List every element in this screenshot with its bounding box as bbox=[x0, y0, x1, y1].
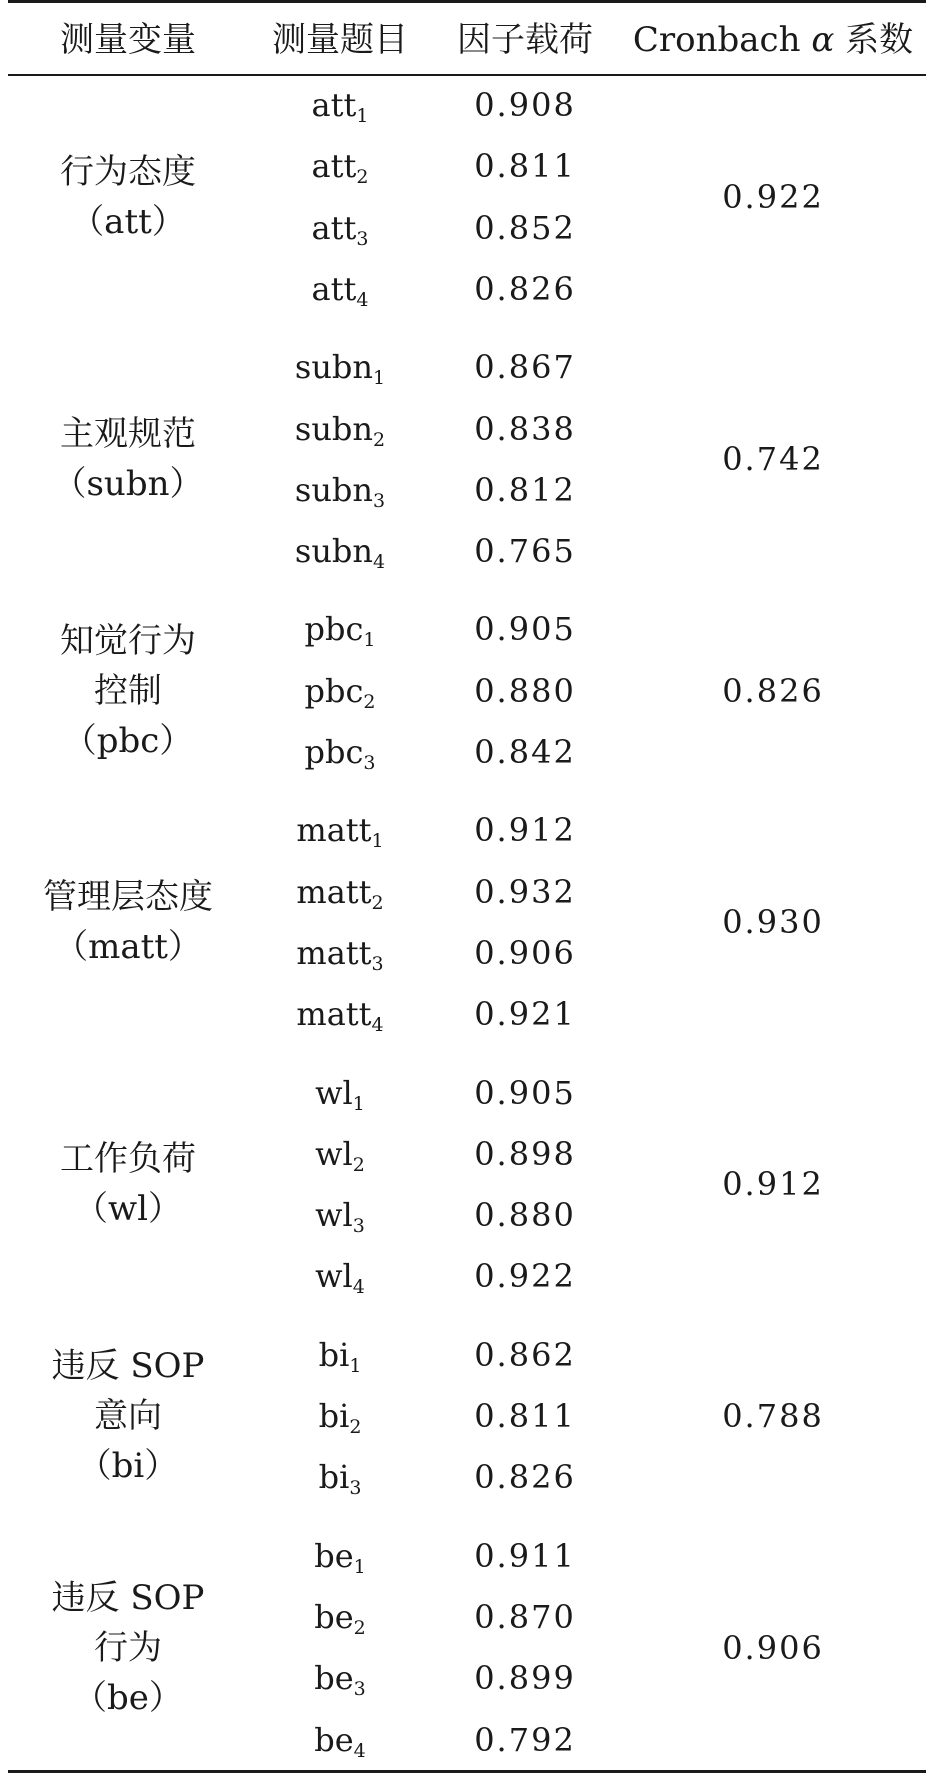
measure-item bbox=[250, 1191, 430, 1239]
measure-item bbox=[250, 990, 430, 1038]
factor-loading-value: 0.898 bbox=[474, 1134, 576, 1173]
factor-loading-value: 0.899 bbox=[474, 1659, 576, 1698]
measure-item bbox=[250, 1716, 430, 1764]
item-code: bi bbox=[318, 1397, 350, 1435]
factor-loading-value: 0.765 bbox=[474, 532, 576, 571]
factor-loading-value: 0.908 bbox=[474, 86, 576, 124]
measure-item bbox=[250, 265, 430, 313]
measure-item bbox=[250, 667, 430, 715]
table-header-rule bbox=[8, 74, 926, 76]
measure-item bbox=[250, 142, 430, 190]
table-bottom-rule bbox=[8, 1770, 926, 1773]
item-subscript: 1 bbox=[363, 629, 376, 652]
variable-name-line: （be） bbox=[73, 1677, 183, 1718]
measured-variable-name bbox=[8, 147, 248, 247]
item-code: att bbox=[311, 208, 357, 247]
cronbach-alpha-value: 0.788 bbox=[722, 1397, 824, 1435]
variable-name-line: 意向 bbox=[94, 1396, 162, 1436]
factor-loading-value: 0.932 bbox=[474, 872, 576, 911]
item-subscript: 4 bbox=[371, 1014, 384, 1037]
factor-loading-value: 0.905 bbox=[474, 1073, 576, 1112]
measured-variable-name bbox=[8, 872, 248, 972]
item-code: matt bbox=[296, 811, 372, 850]
item-code: subn bbox=[294, 409, 374, 448]
variable-name-line: （bi） bbox=[77, 1446, 179, 1486]
item-code: att bbox=[311, 86, 357, 124]
item-subscript: 4 bbox=[373, 551, 386, 574]
factor-loading-value: 0.852 bbox=[474, 208, 576, 247]
variable-name-line: 知觉行为 bbox=[60, 620, 196, 661]
variable-name-line: （matt） bbox=[54, 927, 202, 968]
item-subscript: 3 bbox=[352, 1215, 365, 1238]
variable-name-line: 行为态度 bbox=[60, 151, 196, 192]
factor-loading-value: 0.880 bbox=[474, 671, 576, 710]
cronbach-alpha-value: 0.826 bbox=[722, 671, 824, 710]
measure-item bbox=[250, 204, 430, 252]
variable-name-line: （att） bbox=[70, 201, 186, 242]
item-subscript: 3 bbox=[353, 1678, 366, 1701]
variable-name-line: 控制 bbox=[94, 670, 162, 711]
cronbach-alpha-value: 0.906 bbox=[722, 1628, 824, 1667]
item-subscript: 1 bbox=[353, 1555, 366, 1578]
item-subscript: 4 bbox=[356, 288, 369, 311]
factor-loading-value: 0.867 bbox=[474, 348, 576, 387]
item-code: wl bbox=[315, 1257, 353, 1296]
variable-name-line: 行为 bbox=[94, 1627, 162, 1668]
measure-item bbox=[250, 868, 430, 916]
header-alpha-prefix: Cronbach bbox=[632, 20, 801, 60]
measure-item bbox=[250, 1069, 430, 1117]
cronbach-alpha-value: 0.742 bbox=[722, 440, 824, 479]
factor-loading-value: 0.811 bbox=[474, 147, 576, 186]
measure-item bbox=[250, 527, 430, 575]
item-code: pbc bbox=[304, 610, 364, 649]
item-subscript: 2 bbox=[363, 690, 376, 713]
item-subscript: 1 bbox=[349, 1354, 362, 1377]
item-subscript: 2 bbox=[352, 1153, 365, 1176]
cronbach-alpha-value: 0.922 bbox=[722, 177, 824, 216]
measure-item bbox=[250, 466, 430, 514]
measured-variable-name bbox=[8, 1573, 248, 1723]
item-code: subn bbox=[294, 470, 374, 509]
measure-item bbox=[250, 405, 430, 453]
factor-loading-value: 0.905 bbox=[474, 610, 576, 649]
factor-loading-value: 0.838 bbox=[474, 409, 576, 448]
header-alpha bbox=[620, 16, 926, 64]
item-code: bi bbox=[318, 1335, 350, 1374]
measure-item bbox=[250, 806, 430, 854]
cronbach-alpha-value: 0.930 bbox=[722, 903, 824, 942]
header-loading: 因子载荷 bbox=[457, 20, 593, 60]
header-item: 测量题目 bbox=[272, 20, 408, 60]
header-alpha-symbol: α bbox=[811, 20, 835, 60]
variable-name-line: 违反 SOP bbox=[51, 1346, 205, 1386]
variable-name-line: 主观规范 bbox=[60, 414, 196, 455]
item-code: att bbox=[311, 269, 357, 308]
factor-loading-value: 0.911 bbox=[474, 1536, 576, 1575]
measure-item bbox=[250, 1593, 430, 1641]
variable-name-line: （wl） bbox=[74, 1189, 182, 1230]
item-code: matt bbox=[296, 872, 372, 911]
item-subscript: 2 bbox=[356, 166, 369, 189]
factor-loading-value: 0.912 bbox=[474, 811, 576, 850]
factor-loading-value: 0.826 bbox=[474, 1458, 576, 1497]
item-code: subn bbox=[294, 348, 374, 387]
item-subscript: 4 bbox=[352, 1276, 365, 1299]
item-subscript: 3 bbox=[356, 227, 369, 250]
measure-item bbox=[250, 728, 430, 776]
measure-item bbox=[250, 1453, 430, 1501]
variable-name-line: （pbc） bbox=[62, 720, 194, 761]
item-code: wl bbox=[315, 1134, 353, 1173]
measure-item bbox=[250, 1654, 430, 1702]
item-subscript: 3 bbox=[349, 1477, 362, 1500]
factor-loading-value: 0.862 bbox=[474, 1335, 576, 1374]
item-subscript: 2 bbox=[371, 891, 384, 914]
measured-variable-name bbox=[8, 1341, 248, 1491]
cronbach-alpha-value: 0.912 bbox=[722, 1165, 824, 1204]
item-code: matt bbox=[296, 933, 372, 972]
measure-item bbox=[250, 605, 430, 653]
item-subscript: 1 bbox=[352, 1092, 365, 1115]
factor-loading-value: 0.880 bbox=[474, 1196, 576, 1235]
measure-item bbox=[250, 343, 430, 391]
measured-variable-name bbox=[8, 616, 248, 766]
measured-variable-name bbox=[8, 1134, 248, 1234]
item-subscript: 2 bbox=[373, 428, 386, 451]
variable-name-line: （subn） bbox=[52, 464, 204, 505]
item-code: att bbox=[311, 147, 357, 186]
item-code: wl bbox=[315, 1196, 353, 1235]
factor-loading-value: 0.842 bbox=[474, 733, 576, 771]
item-code: wl bbox=[315, 1073, 353, 1112]
measure-item bbox=[250, 81, 430, 129]
item-code: pbc bbox=[304, 671, 364, 710]
measure-item bbox=[250, 1331, 430, 1379]
factor-loading-value: 0.826 bbox=[474, 269, 576, 308]
item-subscript: 2 bbox=[353, 1616, 366, 1639]
item-code: be bbox=[314, 1659, 354, 1698]
variable-name-line: 管理层态度 bbox=[43, 877, 213, 918]
item-code: be bbox=[314, 1720, 354, 1759]
measured-variable-name bbox=[8, 409, 248, 509]
item-code: pbc bbox=[304, 733, 364, 771]
item-subscript: 4 bbox=[353, 1739, 366, 1762]
factor-loading-value: 0.870 bbox=[474, 1597, 576, 1636]
item-code: be bbox=[314, 1597, 354, 1636]
item-subscript: 3 bbox=[373, 489, 386, 512]
item-subscript: 3 bbox=[363, 752, 376, 774]
header-variable: 测量变量 bbox=[60, 20, 196, 60]
item-subscript: 1 bbox=[371, 830, 384, 853]
table-top-rule bbox=[8, 0, 926, 3]
item-subscript: 1 bbox=[356, 105, 369, 127]
item-subscript: 2 bbox=[349, 1416, 362, 1438]
variable-name-line: 违反 SOP bbox=[51, 1577, 205, 1618]
measure-item bbox=[250, 1252, 430, 1300]
factor-loading-value: 0.812 bbox=[474, 470, 576, 509]
measure-item bbox=[250, 1392, 430, 1440]
factor-loading-value: 0.811 bbox=[474, 1397, 576, 1435]
item-code: bi bbox=[318, 1458, 350, 1497]
item-code: be bbox=[314, 1536, 354, 1575]
factor-loading-value: 0.906 bbox=[474, 933, 576, 972]
factor-loading-value: 0.792 bbox=[474, 1720, 576, 1759]
factor-loading-value: 0.921 bbox=[474, 995, 576, 1034]
variable-name-line: 工作负荷 bbox=[60, 1139, 196, 1180]
measure-item bbox=[250, 929, 430, 977]
item-code: matt bbox=[296, 995, 372, 1034]
header-alpha-suffix: 系数 bbox=[845, 20, 914, 60]
measure-item bbox=[250, 1532, 430, 1580]
factor-loading-value: 0.922 bbox=[474, 1257, 576, 1296]
item-subscript: 1 bbox=[373, 367, 386, 390]
measure-item bbox=[250, 1130, 430, 1178]
item-subscript: 3 bbox=[371, 952, 384, 975]
item-code: subn bbox=[294, 532, 374, 571]
